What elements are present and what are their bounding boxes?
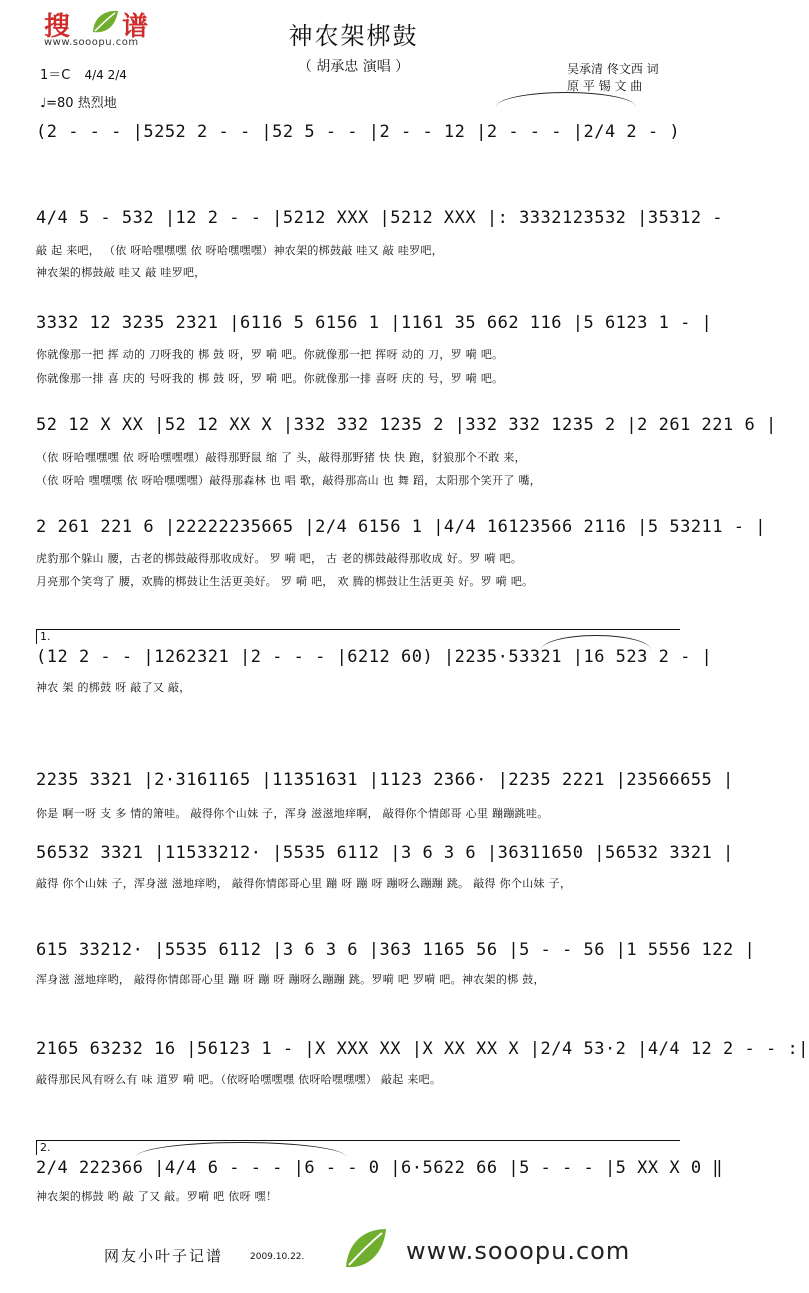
footer [0,1225,707,1275]
system-5 [36,517,766,588]
song-title: 神农架梆鼓 [288,22,419,50]
tempo-marking: ♩=80 热烈地 [40,96,117,111]
system-6 [36,630,713,697]
system-3 [36,313,713,385]
lyric-line-1: （依 呀哈嘿嘿嘿 依 呀哈嘿嘿嘿）敲得那野鼠 缩 了 头，敲得那野猪 快 快 跑，豺狼那个不敢 来， [36,451,526,464]
notes: 2 261 221 6 |22222235665 |2/4 6156 1 |4/4 16123566 2116 |5 53211 - | [36,517,766,537]
lyric-line-1: 敲得那民风有呀么有 味 道罗 嗬 吧。（依呀哈嘿嘿嘿 依呀哈嘿嘿嘿） 敲起 来吧。 [36,1073,442,1086]
logo-brand-left: 搜 [44,12,73,42]
volta-2: 2. [36,1140,680,1155]
singer: （ 胡承忠 演唱 ） [297,59,410,75]
notes: (12 2 - - |1262321 |2 - - - |6212 60) |2235·53321 |16 523 2 - | [36,647,713,667]
system-8 [36,843,734,893]
notes: 2235 3321 |2·3161165 |11351631 |1123 2366· |2235 2221 |23566655 | [36,770,734,790]
system-11 [36,1141,724,1208]
lyric-line-1: 虎豹那个躲山 腰，古老的梆鼓敲得那收成好。 罗 嗬 吧， 古 老的梆鼓敲得那收成 好。罗 嗬 吧。 [36,552,523,565]
footer-url[interactable]: www.sooopu.com [406,1237,631,1265]
lyric-line-2: 月亮那个笑弯了 腰，欢腾的梆鼓让生活更美好。 罗 嗬 吧， 欢 腾的梆鼓让生活更美 好。罗 嗬 吧。 [36,575,534,588]
transcriber-note: 网友小叶子记谱 [104,1247,224,1265]
system-9 [36,940,756,990]
logo-brand-right: 谱 [122,12,149,42]
lyric-line-2: 神农架的梆鼓敲 哇又 敲 哇罗吧， [36,266,206,279]
system-1 [36,122,680,162]
notes: 2165 63232 16 |56123 1 - |X XXX XX |X XX XX X |2/4 53·2 |4/4 12 2 - - :| [36,1039,809,1059]
lyric-line-1: 敲 起 来吧， （依 呀哈嘿嘿嘿 依 呀哈嘿嘿嘿）神农架的梆鼓敲 哇又 敲 哇罗吧， [36,244,444,257]
notes: 2/4 222366 |4/4 6 - - - |6 - - 0 |6·5622 66 |5 - - - |5 XX X 0 ‖ [36,1158,724,1178]
notes: 615 33212· |5535 6112 |3 6 3 6 |363 1165 56 |5 - - 56 |1 5556 122 | [36,940,756,960]
system-10 [36,1039,809,1089]
notes: 52 12 X XX |52 12 XX X |332 332 1235 2 |332 332 1235 2 |2 261 221 6 | [36,415,777,435]
lyric-line-2: 你就像那一排 喜 庆的 号呀我的 梆 鼓 呀，罗 嗬 吧。你就像那一排 喜呀 庆的 号，罗 嗬 吧。 [36,372,504,385]
system-2 [36,208,724,279]
lyric-line-2: （依 呀哈 嘿嘿嘿 依 呀哈嘿嘿嘿）敲得那森林 也 唱 歌，敲得那高山 也 舞 蹈，太阳那个笑开了 嘴， [36,474,542,487]
transcription-date: 2009.10.22. [250,1252,305,1262]
system-4 [36,415,777,487]
leaf-icon [340,1225,390,1273]
lyric-line-1: 你就像那一把 挥 动的 刀呀我的 梆 鼓 呀，罗 嗬 吧。你就像那一把 挥呀 动的 刀，罗 嗬 吧。 [36,348,504,361]
notes: 4/4 5 - 532 |12 2 - - |5212 XXX |5212 XXX |: 3332123532 |35312 - [36,208,724,228]
lyric-line-1: 神农架的梆鼓 哟 敲 了又 敲。罗嗬 吧 依呀 嘿！ [36,1190,278,1203]
volta-1: 1. [36,629,680,644]
lyric-line-1: 神农 架 的梆鼓 呀 敲了又 敲， [36,681,191,694]
key-signature: 1＝C 4/4 2/4 [40,68,127,83]
notes: 3332 12 3235 2321 |6116 5 6156 1 |1161 35 662 116 |5 6123 1 - | [36,313,713,333]
meter: 4/4 2/4 [84,68,127,82]
lyric-line-1: 浑身滋 滋地痒哟， 敲得你情郎哥心里 蹦 呀 蹦 呀 蹦呀么蹦蹦 跳。罗嗬 吧 罗嗬 吧。神农架的梆 鼓， [36,973,545,986]
logo-url: www.sooopu.com [44,37,139,48]
lyricist: 吴承清 佟文西 词 [567,62,659,76]
system-7-lyrics [36,805,680,825]
lyric-line-1: 你是 啊一呀 支 多 情的箫哇。 敲得你个山妹 子，浑身 滋滋地痒啊， 敲得你个情郎哥 心里 蹦蹦跳哇。 [36,807,549,820]
lyric-line-1: 敲得 你个山妹 子，浑身滋 滋地痒哟， 敲得你情郎哥心里 蹦 呀 蹦 呀 蹦呀么蹦蹦 跳。 敲得 你个山妹 子， [36,877,572,890]
composer: 原 平 锡 文 曲 [567,79,643,93]
system-7 [36,770,734,810]
notes: (2 - - - |5252 2 - - |52 5 - - |2 - - 12 |2 - - - |2/4 2 - ) [36,122,681,142]
tie-arc [496,92,636,107]
notes: 56532 3321 |11533212· |5535 6112 |3 6 3 6 |36311650 |56532 3321 | [36,843,734,863]
